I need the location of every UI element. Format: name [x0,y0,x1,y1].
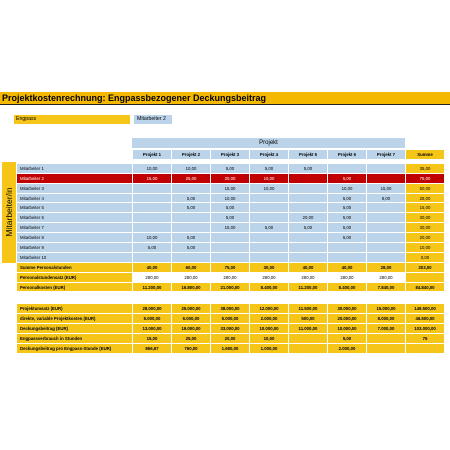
hours-cell[interactable] [367,173,406,183]
summary-cell[interactable]: 7.840,00 [367,282,406,292]
hours-cell[interactable] [289,183,328,193]
hours-cell[interactable] [250,243,289,253]
hours-cell[interactable]: 15,00 [211,183,250,193]
summary-cell[interactable]: 40,00 [133,262,172,272]
result-cell[interactable]: 5,00 [328,334,367,344]
hours-cell[interactable]: 5,00 [328,193,367,203]
column-header[interactable]: Projekt 2 [172,150,211,160]
hours-cell[interactable] [133,183,172,193]
employee-row [17,163,445,173]
summary-cell[interactable]: 280,00 [211,272,250,282]
summary-cell[interactable]: 11.200,00 [289,282,328,292]
hours-cell[interactable] [133,203,172,213]
result-cell[interactable]: 1.000,00 [250,344,289,354]
result-cell[interactable]: 6.000,00 [172,314,211,324]
column-header[interactable]: Projekt 4 [250,150,289,160]
result-label[interactable]: Deckungsbeitrag pro Engpass-Stunde (EUR) [17,344,133,354]
cost-table [16,149,445,354]
column-header[interactable]: Projekt 5 [289,150,328,160]
result-cell[interactable]: 38.000,00 [211,304,250,314]
hours-cell[interactable]: 8,00 [367,193,406,203]
summary-cell[interactable]: 280,00 [133,272,172,282]
employee-sum[interactable]: 0,00 [406,252,445,262]
column-header[interactable]: Projekt 1 [133,150,172,160]
employee-sum[interactable]: 75,00 [406,173,445,183]
hours-cell[interactable]: 5,00 [211,163,250,173]
result-cell[interactable]: 13.000,00 [133,324,172,334]
employee-sum[interactable]: 30,00 [406,213,445,223]
title-underline [0,104,450,105]
hours-cell[interactable]: 10,00 [172,163,211,173]
employee-row [17,233,445,243]
result-cell[interactable]: 30.000,00 [328,304,367,314]
hours-cell[interactable] [211,233,250,243]
result-row [17,304,445,314]
hours-cell[interactable]: 25,00 [172,173,211,183]
result-cell[interactable]: 760,00 [172,344,211,354]
hours-cell[interactable] [250,193,289,203]
hours-cell[interactable]: 10,00 [211,193,250,203]
result-cell[interactable]: 5.000,00 [211,314,250,324]
summary-label[interactable]: Personalstundensatz (EUR) [17,272,133,282]
hours-cell[interactable] [250,213,289,223]
summary-cell[interactable]: 84.840,00 [406,282,445,292]
hours-cell[interactable] [289,173,328,183]
employee-row [17,183,445,193]
hours-cell[interactable] [367,203,406,213]
hours-cell[interactable]: 5,00 [172,193,211,203]
summary-cell[interactable]: 16.800,00 [172,282,211,292]
employee-name[interactable]: Mitarbeiter 8 [17,233,133,243]
result-row [17,344,445,354]
hours-cell[interactable] [250,233,289,243]
summary-cell[interactable]: 21.000,00 [211,282,250,292]
hours-cell[interactable] [211,252,250,262]
result-cell[interactable]: 866,67 [133,344,172,354]
hours-cell[interactable] [367,163,406,173]
result-cell[interactable]: 10.000,00 [250,324,289,334]
summary-label[interactable]: Personalkosten (EUR) [17,282,133,292]
employee-name[interactable]: Mitarbeiter 5 [17,203,133,213]
hours-cell[interactable] [328,163,367,173]
result-cell[interactable]: 20,00 [211,334,250,344]
employee-row [17,203,445,213]
engpass-value[interactable]: Mitarbeiter 2 [134,115,172,124]
summary-cell[interactable]: 40,00 [328,262,367,272]
hours-cell[interactable]: 5,00 [250,223,289,233]
hours-cell[interactable]: 5,00 [289,223,328,233]
column-header-row [17,150,445,160]
employee-row [17,193,445,203]
employee-name[interactable]: Mitarbeiter 2 [17,173,133,183]
result-cell[interactable]: 5.000,00 [133,314,172,324]
result-row [17,334,445,344]
result-cell[interactable]: 2.000,00 [328,344,367,354]
hours-cell[interactable]: 5,00 [289,163,328,173]
employee-name[interactable]: Mitarbeiter 9 [17,243,133,253]
summary-cell[interactable]: 280,00 [172,272,211,282]
result-label[interactable]: Engpassverbrauch in Stunden [17,334,133,344]
result-cell[interactable] [367,344,406,354]
column-header[interactable]: Projekt 7 [367,150,406,160]
result-cell[interactable]: 25,00 [172,334,211,344]
summary-cell[interactable]: 280,00 [367,272,406,282]
hours-cell[interactable] [328,243,367,253]
hours-cell[interactable]: 5,00 [328,233,367,243]
employee-sum[interactable]: 35,00 [406,163,445,173]
employee-row [17,173,445,183]
employee-name[interactable]: Mitarbeiter 10 [17,252,133,262]
result-cell[interactable]: 1.650,00 [211,344,250,354]
hours-cell[interactable]: 15,00 [133,173,172,183]
result-cell[interactable]: 10.000,00 [328,324,367,334]
employee-name[interactable]: Mitarbeiter 6 [17,213,133,223]
result-cell[interactable] [289,334,328,344]
hours-cell[interactable]: 20,00 [211,173,250,183]
employee-row [17,223,445,233]
hours-cell[interactable]: 10,00 [133,163,172,173]
column-header[interactable]: Projekt 3 [211,150,250,160]
result-row [17,314,445,324]
employee-row [17,243,445,253]
hours-cell[interactable] [367,252,406,262]
hours-cell[interactable] [133,252,172,262]
result-cell[interactable]: 25.000,00 [172,304,211,314]
result-cell[interactable] [289,344,328,354]
summary-label[interactable]: Summe Personalstunden [17,262,133,272]
employee-name[interactable]: Mitarbeiter 7 [17,223,133,233]
hours-cell[interactable] [289,193,328,203]
hours-cell[interactable] [367,213,406,223]
employee-name[interactable]: Mitarbeiter 1 [17,163,133,173]
hours-cell[interactable] [133,223,172,233]
projekt-header[interactable]: Projekt [132,138,405,148]
hours-cell[interactable] [172,183,211,193]
summary-row [17,262,445,272]
result-label[interactable]: direkte, variable Projektkosten (EUR) [17,314,133,324]
hours-cell[interactable]: 5,00 [133,243,172,253]
result-cell[interactable]: 8.000,00 [367,314,406,324]
hours-cell[interactable] [133,213,172,223]
result-cell[interactable]: 33.000,00 [211,324,250,334]
column-header[interactable]: Summe [406,150,445,160]
employee-sum[interactable]: 50,00 [406,183,445,193]
corner-cell[interactable] [17,150,133,160]
hours-cell[interactable]: 5,00 [328,223,367,233]
employee-name[interactable]: Mitarbeiter 3 [17,183,133,193]
result-cell[interactable]: 10,00 [250,334,289,344]
hours-cell[interactable]: 5,00 [172,203,211,213]
summary-cell[interactable]: 303,00 [406,262,445,272]
result-cell[interactable]: 12.000,00 [250,304,289,314]
hours-cell[interactable] [172,213,211,223]
summary-cell[interactable]: 280,00 [328,272,367,282]
hours-cell[interactable]: 5,00 [328,203,367,213]
result-cell[interactable]: 11.500,00 [289,304,328,314]
hours-cell[interactable]: 20,00 [289,213,328,223]
hours-cell[interactable] [211,243,250,253]
summary-row [17,272,445,282]
hours-cell[interactable] [133,193,172,203]
hours-cell[interactable] [289,203,328,213]
employee-sum[interactable]: 30,00 [406,223,445,233]
result-cell[interactable]: 7.000,00 [367,324,406,334]
employee-sum[interactable]: 20,00 [406,233,445,243]
hours-cell[interactable]: 15,00 [367,183,406,193]
result-row [17,324,445,334]
hours-cell[interactable] [289,243,328,253]
hours-cell[interactable]: 5,00 [328,173,367,183]
summary-cell[interactable] [406,272,445,282]
result-label[interactable]: Projektumsatz (EUR) [17,304,133,314]
employee-row [17,213,445,223]
summary-cell[interactable]: 30,00 [250,262,289,272]
hours-cell[interactable] [250,252,289,262]
hours-cell[interactable]: 5,00 [211,213,250,223]
hours-cell[interactable]: 10,00 [250,173,289,183]
summary-cell[interactable]: 28,00 [367,262,406,272]
result-cell[interactable]: 75 [406,334,445,344]
vertical-label[interactable] [2,162,16,263]
summary-cell[interactable]: 280,00 [250,272,289,282]
hours-cell[interactable] [289,233,328,243]
result-cell[interactable]: 28.000,00 [133,304,172,314]
hours-cell[interactable]: 5,00 [211,203,250,213]
result-cell[interactable] [406,344,445,354]
hours-cell[interactable]: 10,00 [250,183,289,193]
summary-cell[interactable]: 8.400,00 [250,282,289,292]
result-cell[interactable]: 2.000,00 [250,314,289,324]
hours-cell[interactable]: 10,00 [133,233,172,243]
hours-cell[interactable]: 10,00 [328,183,367,193]
summary-cell[interactable]: 280,00 [289,272,328,282]
result-cell[interactable]: 19.000,00 [172,324,211,334]
hours-cell[interactable]: 5,00 [250,163,289,173]
employee-name[interactable]: Mitarbeiter 4 [17,193,133,203]
hours-cell[interactable]: 15,00 [211,223,250,233]
result-cell[interactable]: 103.000,00 [406,324,445,334]
hours-cell[interactable] [328,252,367,262]
summary-row [17,282,445,292]
employee-row [17,252,445,262]
vertical-label-text: Mitarbeiter/in [4,187,14,237]
hours-cell[interactable] [367,243,406,253]
result-cell[interactable]: 149.500,00 [406,304,445,314]
summary-cell[interactable]: 75,00 [211,262,250,272]
hours-cell[interactable]: 5,00 [172,243,211,253]
result-cell[interactable]: 11.000,00 [289,324,328,334]
hours-cell[interactable] [367,233,406,243]
result-label[interactable]: Deckungsbeitrag (EUR) [17,324,133,334]
hours-cell[interactable]: 5,00 [328,213,367,223]
summary-cell[interactable]: 40,00 [289,262,328,272]
hours-cell[interactable] [367,223,406,233]
summary-cell[interactable]: 11.200,00 [133,282,172,292]
result-cell[interactable] [367,334,406,344]
summary-cell[interactable]: 60,00 [172,262,211,272]
result-cell[interactable]: 15,00 [133,334,172,344]
engpass-label[interactable]: Engpass [14,115,130,124]
employee-sum[interactable]: 28,00 [406,193,445,203]
result-cell[interactable]: 46.500,00 [406,314,445,324]
hours-cell[interactable] [250,203,289,213]
hours-cell[interactable] [172,252,211,262]
result-cell[interactable]: 20.000,00 [328,314,367,324]
result-cell[interactable]: 500,00 [289,314,328,324]
result-cell[interactable]: 15.000,00 [367,304,406,314]
hours-cell[interactable] [172,223,211,233]
hours-cell[interactable]: 5,00 [172,233,211,243]
column-header[interactable]: Projekt 6 [328,150,367,160]
employee-sum[interactable]: 15,00 [406,203,445,213]
sheet-title: Projektkostenrechnung: Engpassbezogener Deckungsbeitrag [0,92,450,104]
hours-cell[interactable] [289,252,328,262]
employee-sum[interactable]: 10,00 [406,243,445,253]
summary-cell[interactable]: 8.400,00 [328,282,367,292]
